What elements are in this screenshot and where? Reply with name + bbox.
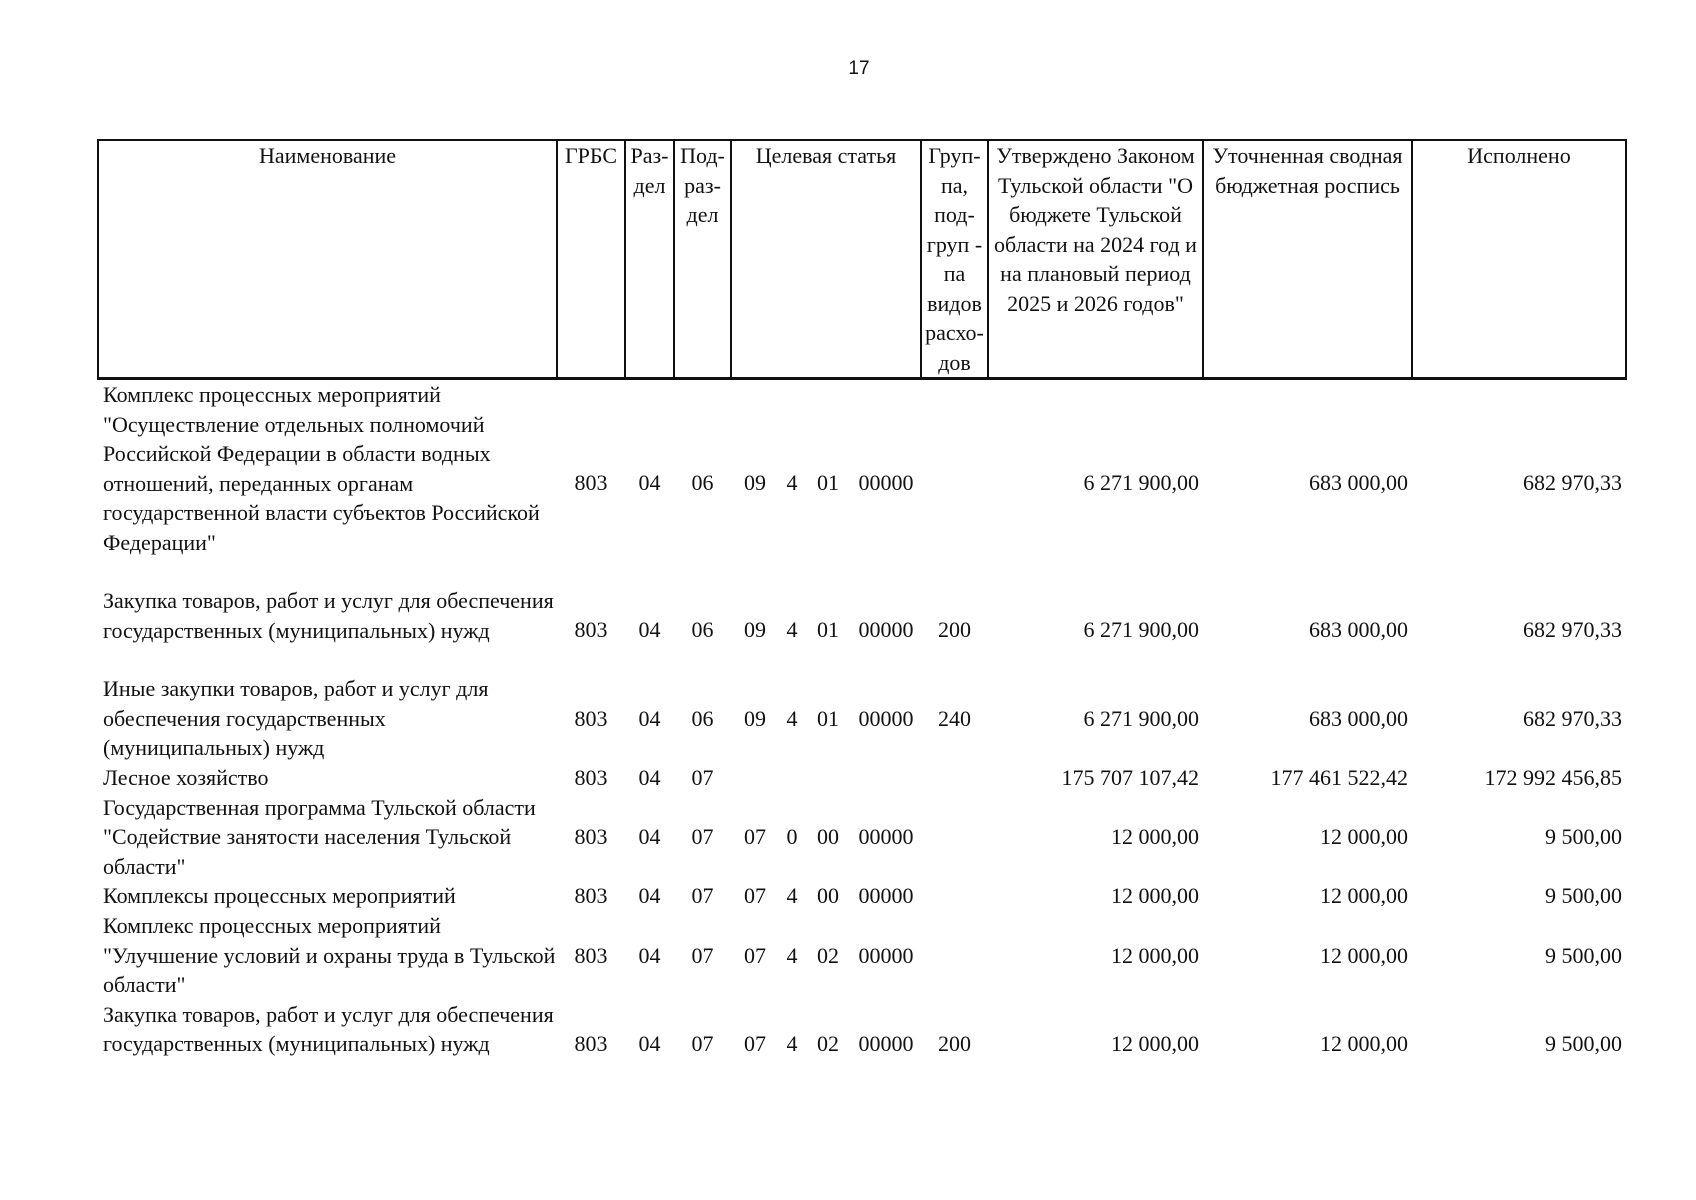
row-razdel: 04 <box>638 764 661 790</box>
header-executed: Исполнено <box>1412 140 1626 379</box>
row-target-code <box>731 881 921 911</box>
row-razdel: 04 <box>638 1030 661 1056</box>
row-name: Комплекс процессных мероприятий "Улучшение условий и охраны труда в Тульской области" <box>103 913 556 997</box>
row-target-part4: 00000 <box>858 824 914 849</box>
row-name: Закупка товаров, работ и услуг для обеспечения государственных (муниципальных) нужд <box>103 588 554 643</box>
row-group: 200 <box>938 617 971 643</box>
row-grbs: 803 <box>574 942 608 968</box>
row-approved: 6 271 900,00 <box>1083 705 1199 731</box>
row-name: Государственная программа Тульской области "Содействие занятости населения Тульской области" <box>103 794 536 879</box>
row-target-part2: 4 <box>786 883 798 909</box>
row-podrazdel: 06 <box>691 617 714 643</box>
row-podrazdel: 07 <box>691 764 714 790</box>
row-razdel: 04 <box>638 470 661 496</box>
row-target-code <box>731 674 921 763</box>
row-group <box>921 763 988 793</box>
row-refined: 177 461 522,42 <box>1270 764 1408 790</box>
row-target-part1: 09 <box>744 617 766 643</box>
row-target-part3: 01 <box>817 617 839 643</box>
budget-table <box>97 139 1627 1088</box>
row-target-part1: 07 <box>744 1030 766 1056</box>
row-target-part2: 4 <box>786 1030 798 1056</box>
header-row <box>98 140 1626 379</box>
row-executed: 9 500,00 <box>1545 883 1622 909</box>
row-target-part1: 07 <box>744 883 766 909</box>
row-target-part3: 00 <box>817 824 839 849</box>
row-target-part3: 02 <box>817 942 839 968</box>
row-group <box>921 881 988 911</box>
table-row <box>98 379 1626 587</box>
row-group: 200 <box>938 1030 971 1056</box>
row-grbs: 803 <box>574 883 608 909</box>
row-refined: 683 000,00 <box>1309 470 1408 496</box>
header-refined: Уточненная сводная бюджетная роспись <box>1203 140 1412 379</box>
row-grbs: 803 <box>574 470 608 496</box>
row-name: Комплексы процессных мероприятий <box>103 883 456 908</box>
row-name: Иные закупки товаров, работ и услуг для обеспечения государственных (муниципальных) нужд <box>103 676 489 760</box>
row-target-part4: 00000 <box>858 942 914 968</box>
row-target-code <box>731 379 921 587</box>
row-target-part1: 07 <box>744 942 766 968</box>
row-target-part2: 0 <box>786 824 798 849</box>
table-row <box>98 586 1626 674</box>
row-razdel: 04 <box>638 942 661 968</box>
row-podrazdel: 07 <box>691 942 714 968</box>
row-name: Закупка товаров, работ и услуг для обеспечения государственных (муниципальных) нужд <box>103 1001 554 1056</box>
row-approved: 6 271 900,00 <box>1083 617 1199 643</box>
header-approved: Утверждено Законом Тульской области "О бюджете Тульской области на 2024 год и на плановый период 2025 и 2026 годов" <box>988 140 1203 379</box>
row-refined: 683 000,00 <box>1309 705 1408 731</box>
row-target-part4: 00000 <box>858 883 914 909</box>
header-target: Целевая статья <box>731 140 921 379</box>
table-body <box>98 379 1626 1088</box>
row-executed: 682 970,33 <box>1523 705 1622 731</box>
row-target-code <box>731 911 921 1000</box>
row-target-code <box>731 1000 921 1088</box>
row-razdel: 04 <box>638 883 661 909</box>
table-row <box>98 1000 1626 1088</box>
row-target-part3: 01 <box>817 470 839 496</box>
row-refined: 12 000,00 <box>1320 942 1408 968</box>
row-target-part4: 00000 <box>858 470 914 496</box>
row-approved: 12 000,00 <box>1111 942 1199 968</box>
row-grbs: 803 <box>574 1030 608 1056</box>
row-refined: 12 000,00 <box>1320 824 1408 849</box>
row-refined: 683 000,00 <box>1309 617 1408 643</box>
row-target-code <box>731 586 921 674</box>
row-group <box>921 911 988 1000</box>
header-name: Наименование <box>98 140 557 379</box>
row-razdel: 04 <box>638 617 661 643</box>
row-executed: 682 970,33 <box>1523 470 1622 496</box>
header-group: Груп-па, под-груп - па видов расхо-дов <box>921 140 988 379</box>
row-approved: 12 000,00 <box>1111 824 1199 849</box>
row-group: 240 <box>938 705 971 731</box>
row-grbs: 803 <box>574 617 608 643</box>
table-row <box>98 793 1626 882</box>
header-podrazdel: Под-раз-дел <box>674 140 731 379</box>
row-name: Комплекс процессных мероприятий "Осуществление отдельных полномочий Российской Федерации в области водных отношений, переданных органам государственной власти субъектов Российской Федерации" <box>103 382 540 555</box>
row-razdel: 04 <box>638 705 661 731</box>
row-podrazdel: 07 <box>691 824 714 849</box>
row-podrazdel: 06 <box>691 705 714 731</box>
row-refined: 12 000,00 <box>1320 1030 1408 1056</box>
row-grbs: 803 <box>574 824 608 849</box>
header-grbs: ГРБС <box>557 140 625 379</box>
row-refined: 12 000,00 <box>1320 883 1408 909</box>
row-executed: 172 992 456,85 <box>1484 764 1622 790</box>
row-razdel: 04 <box>638 824 661 849</box>
row-target-code <box>731 793 921 882</box>
row-target-code <box>731 763 921 793</box>
row-executed: 682 970,33 <box>1523 617 1622 643</box>
row-podrazdel: 06 <box>691 470 714 496</box>
row-executed: 9 500,00 <box>1545 824 1622 849</box>
row-target-part1: 07 <box>744 824 766 849</box>
row-target-part2: 4 <box>786 942 798 968</box>
row-executed: 9 500,00 <box>1545 942 1622 968</box>
row-approved: 6 271 900,00 <box>1083 470 1199 496</box>
table-row <box>98 911 1626 1000</box>
row-executed: 9 500,00 <box>1545 1030 1622 1056</box>
row-target-part1: 09 <box>744 470 766 496</box>
header-razdel: Раз-дел <box>625 140 674 379</box>
table-row <box>98 881 1626 911</box>
table-row <box>98 674 1626 763</box>
table-row <box>98 763 1626 793</box>
row-target-part4: 00000 <box>858 705 914 731</box>
row-approved: 175 707 107,42 <box>1061 764 1199 790</box>
row-target-part3: 02 <box>817 1030 839 1056</box>
row-target-part2: 4 <box>786 470 798 496</box>
row-group <box>921 379 988 587</box>
row-name: Лесное хозяйство <box>103 764 269 790</box>
row-grbs: 803 <box>574 705 608 731</box>
row-target-part1: 09 <box>744 705 766 731</box>
row-target-part2: 4 <box>786 617 798 643</box>
row-target-part3: 00 <box>817 883 839 909</box>
row-group <box>921 793 988 882</box>
row-target-part2: 4 <box>786 705 798 731</box>
row-grbs: 803 <box>574 764 608 790</box>
row-approved: 12 000,00 <box>1111 1030 1199 1056</box>
page-number: 17 <box>848 58 870 79</box>
row-approved: 12 000,00 <box>1111 883 1199 909</box>
row-target-part4: 00000 <box>858 1030 914 1056</box>
row-podrazdel: 07 <box>691 883 714 909</box>
row-podrazdel: 07 <box>691 1030 714 1056</box>
row-target-part3: 01 <box>817 705 839 731</box>
row-target-part4: 00000 <box>858 617 914 643</box>
